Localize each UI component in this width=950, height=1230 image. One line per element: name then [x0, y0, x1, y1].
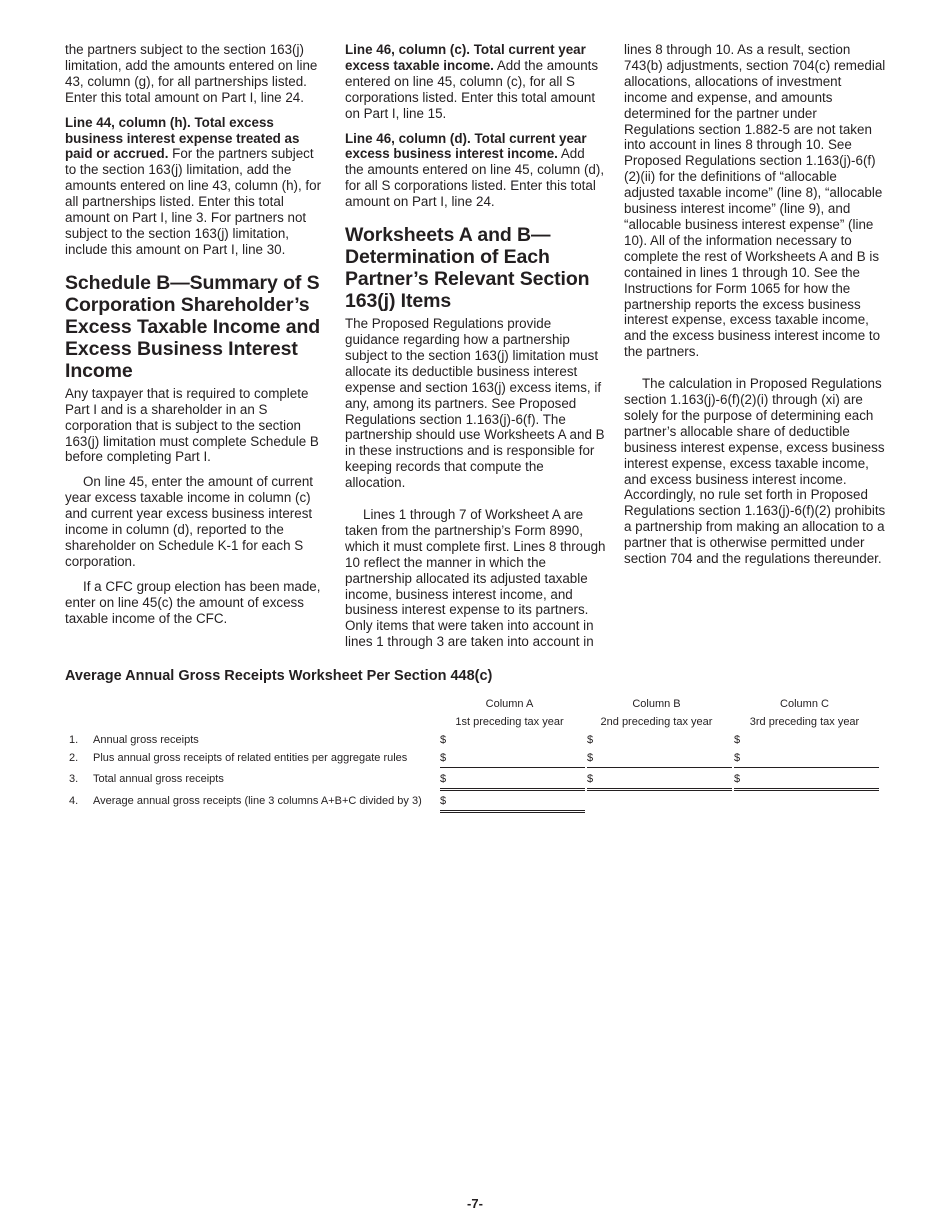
- column-left: [65, 42, 327, 635]
- row-number: 4.: [69, 795, 79, 807]
- currency-sign: $: [440, 795, 447, 807]
- section-heading: Schedule B—Summary of S Corporation Shareholder’s Excess Taxable Income and Excess Business Interest Income: [65, 271, 321, 382]
- column-b-subheader: 2nd preceding tax year: [600, 716, 713, 728]
- row-label: Average annual gross receipts (line 3 columns A+B+C divided by 3): [93, 795, 422, 807]
- column-right: [624, 42, 888, 576]
- section-heading: Worksheets A and B—Determination of Each Partner’s Relevant Section 163(j) Items: [345, 224, 590, 313]
- row2-column-c-field[interactable]: [734, 752, 879, 768]
- table-row: [65, 752, 885, 770]
- row-number: 2.: [69, 752, 79, 764]
- paragraph: The calculation in Proposed Regulations section 1.163(j)-6(f)(2)(i) through (xi) are solely for the purpose of determining each partner’s allocable share of deductible business interest expense, excess business interest expense, excess taxable income, and excess business interest income. Accordingly, no rule set forth in Proposed Regulations section 1.163(j)-6(f)(2) prohibits a partnership from making an allocation to a partner that is otherwise permitted under section 704 and the regulations thereunder.: [624, 376, 886, 567]
- paragraph: [65, 115, 327, 258]
- row-number: 3.: [69, 773, 79, 785]
- paragraph-text: For the partners subject to the section 163(j) limitation, add the amounts entered on line 43, column (h), for all partnerships listed. Enter this total amount on Part I, line 3. For partners not subject to the section 163(j) limitation, include this amount on Part I, line 30.: [65, 146, 322, 257]
- row4-column-a-field[interactable]: [440, 795, 585, 813]
- column-a-header: Column A: [485, 698, 534, 710]
- currency-sign: $: [587, 752, 594, 764]
- column-c-subheader: 3rd preceding tax year: [749, 716, 860, 728]
- currency-sign: $: [440, 734, 447, 746]
- paragraph: Any taxpayer that is required to complete Part I and is a shareholder in an S corporation that is subject to the section 163(j) limitation must complete Schedule B before completing Part I.: [65, 385, 319, 465]
- row2-column-a-field[interactable]: [440, 752, 585, 768]
- paragraph: lines 8 through 10. As a result, section 743(b) adjustments, section 704(c) remedial allocations, allocations of investment income and expense, and amounts determined for the partner under Regulations section 1.882-5 are not taken into account in lines 8 through 10. See Proposed Regulations section 1.163(j)-6(f)(2)(ii) for the definitions of “allocable adjusted taxable income” (line 8), “allocable business interest income” (line 9), and “allocable business interest expense” (line 10). All of the information necessary to complete the rest of Worksheets A and B is contained in lines 1 through 10. See the Instructions for Form 1065 for how the partnership reports the excess business interest expense, excess taxable income, and the excess business interest income to the partners.: [624, 42, 886, 360]
- row3-column-a-field[interactable]: [440, 773, 585, 791]
- table-row: [65, 795, 885, 813]
- paragraph-text: Add the amounts entered on line 45, column (c), for all S corporations listed. Enter this total amount on Part I, line 15.: [345, 57, 599, 121]
- paragraph: [345, 131, 607, 211]
- paragraph: The Proposed Regulations provide guidance regarding how a partnership subject to the section 163(j) limitation must allocate its deductible business interest expense and section 163(j) excess items, if any, among its partners. See Proposed Regulations section 1.163(j)-6(f). The partnership should use Worksheets A and B in these instructions and is responsible for keeping records that compute the allocation.: [345, 316, 605, 491]
- currency-sign: $: [734, 734, 741, 746]
- currency-sign: $: [587, 773, 594, 785]
- table-row: [65, 773, 885, 791]
- page-number: -7-: [467, 1196, 483, 1211]
- row-label: Total annual gross receipts: [93, 773, 224, 785]
- currency-sign: $: [587, 734, 594, 746]
- paragraph: Lines 1 through 7 of Worksheet A are taken from the partnership’s Form 8990, which it must complete first. Lines 8 through 10 reflect the manner in which the partnership allocated its adjusted taxable income, business interest income, and business interest expense to its partners. Only items that were taken into account in lines 1 through 3 are taken into account in: [345, 507, 606, 650]
- row-number: 1.: [69, 734, 79, 746]
- paragraph-lead: Line 46, column (d). Total current year excess business interest income.: [345, 130, 587, 162]
- paragraph-text: Add the amounts entered on line 45, column (d), for all S corporations listed. Enter this total amount on Part I, line 24.: [345, 146, 605, 210]
- paragraph: [345, 42, 607, 122]
- row-label: Plus annual gross receipts of related entities per aggregate rules: [93, 752, 408, 764]
- row3-column-b-field[interactable]: [587, 773, 732, 791]
- column-middle: [345, 42, 607, 659]
- row1-column-a-field[interactable]: [440, 734, 585, 749]
- paragraph: the partners subject to the section 163(j) limitation, add the amounts entered on line 43, column (g), for all partnerships listed. Enter this total amount on Part I, line 24.: [65, 42, 318, 105]
- row1-column-c-field[interactable]: [734, 734, 879, 749]
- row3-column-c-field[interactable]: [734, 773, 879, 791]
- currency-sign: $: [440, 752, 447, 764]
- row2-column-b-field[interactable]: [587, 752, 732, 768]
- worksheet-title: Average Annual Gross Receipts Worksheet Per Section 448(c): [65, 668, 493, 684]
- column-b-header: Column B: [632, 698, 681, 710]
- paragraph: On line 45, enter the amount of current year excess taxable income in column (c) and current year excess business interest income in column (d), reported to the shareholder on Schedule K-1 for each S corporation.: [65, 474, 314, 569]
- column-a-subheader: 1st preceding tax year: [455, 716, 564, 728]
- currency-sign: $: [734, 773, 741, 785]
- column-c-header: Column C: [780, 698, 829, 710]
- table-row: [65, 734, 885, 752]
- currency-sign: $: [734, 752, 741, 764]
- paragraph-lead: Line 44, column (h). Total excess business interest expense treated as paid or accrued.: [65, 114, 300, 162]
- row-label: Annual gross receipts: [93, 734, 199, 746]
- paragraph: If a CFC group election has been made, enter on line 45(c) the amount of excess taxable income of the CFC.: [65, 578, 321, 626]
- currency-sign: $: [440, 773, 447, 785]
- row1-column-b-field[interactable]: [587, 734, 732, 749]
- paragraph-lead: Line 46, column (c). Total current year excess taxable income.: [345, 42, 586, 73]
